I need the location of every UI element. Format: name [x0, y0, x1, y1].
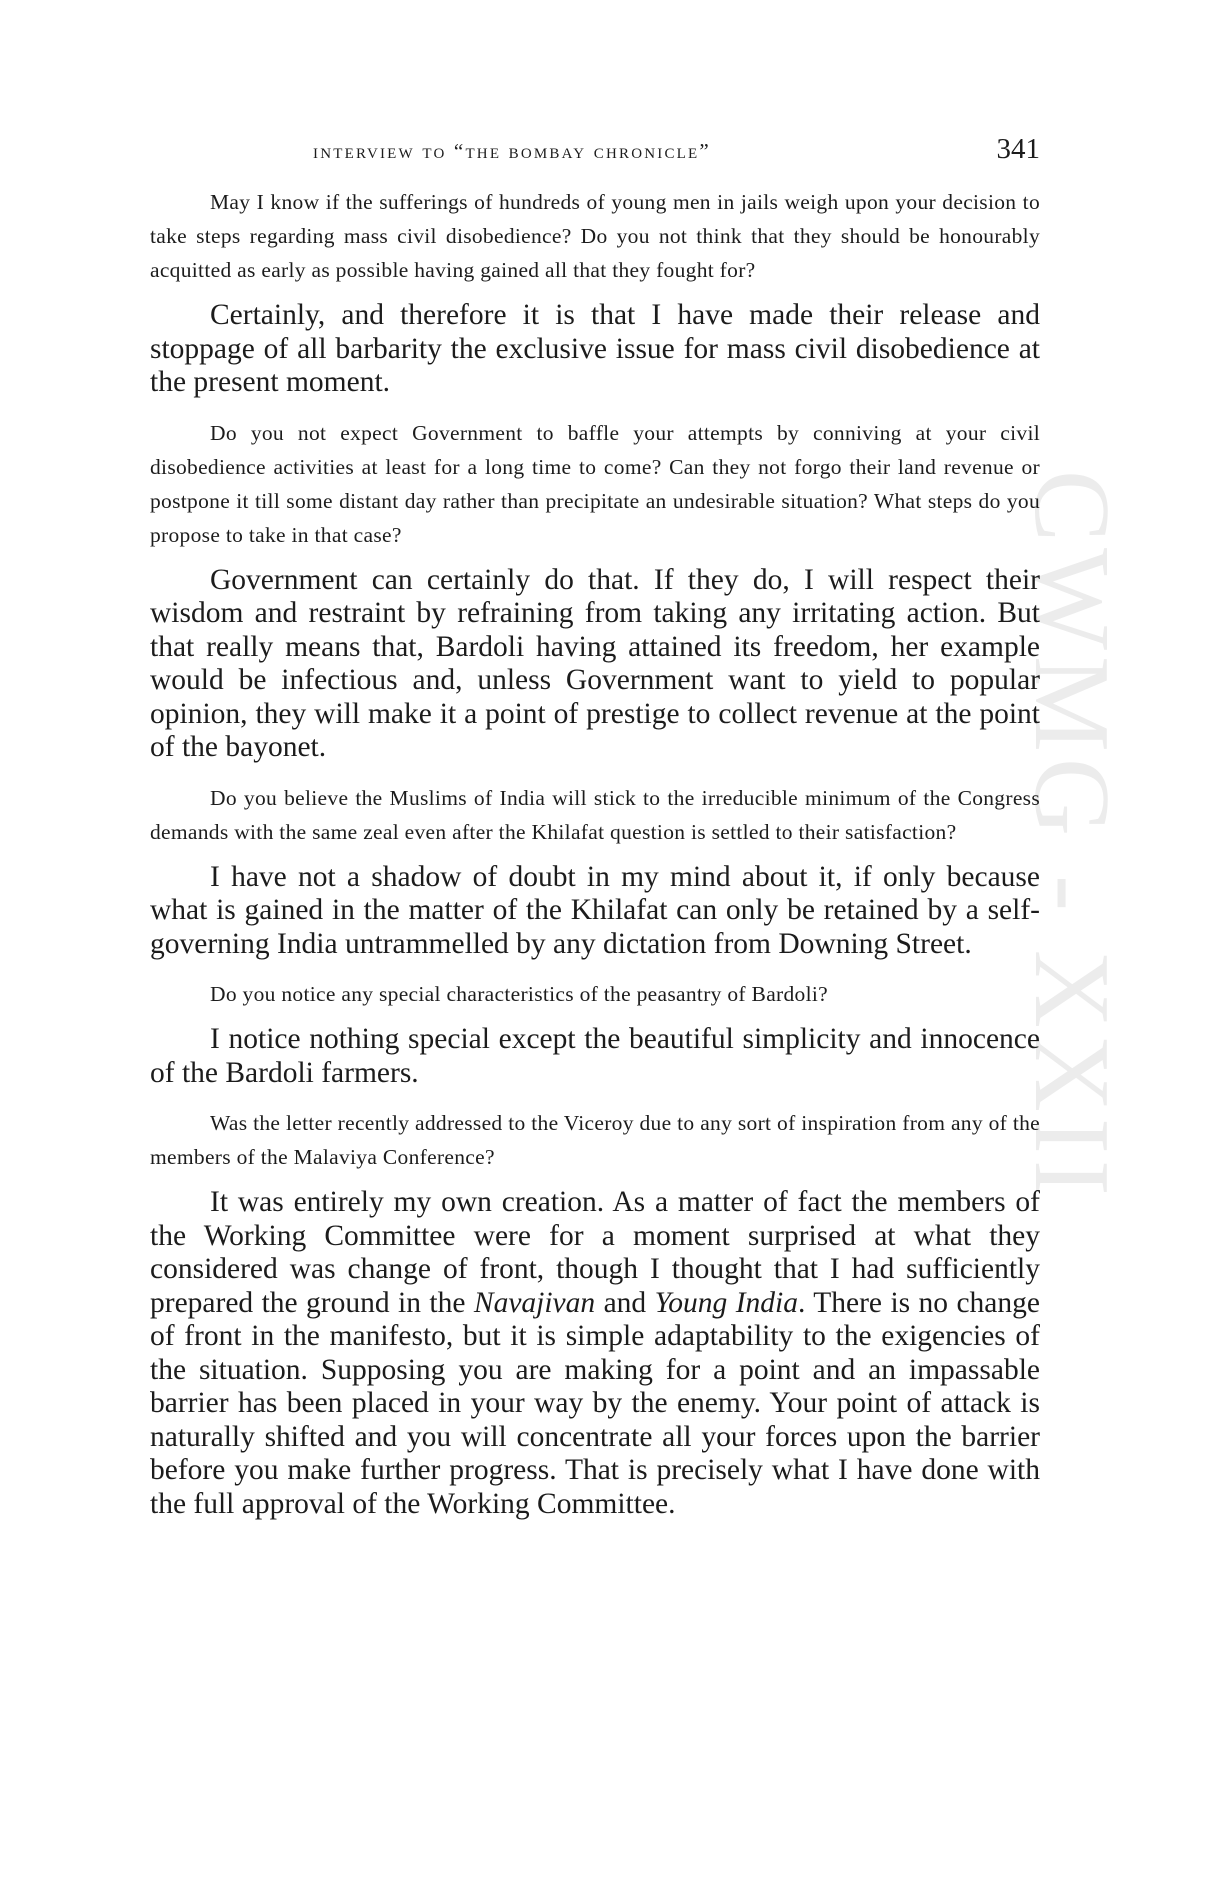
- answer-text: . There is no change of front in the manifesto, but it is simple adaptability to the exigencies of the situation. Supposing you are making for a point and an impassable barrier has been placed in your way by the enemy. Your point of attack is naturally shifted and you will concentrate all your forces upon the barrier before you make further progress. That is precisely what I have done with the full approval of the Working Committee.: [150, 1286, 1040, 1520]
- page-number: 341: [996, 133, 1040, 165]
- final-answer-paragraph: [150, 1186, 1040, 1521]
- question-paragraph: Was the letter recently addressed to the Viceroy due to any sort of inspiration from any of the members of the Malaviya Conference?: [150, 1111, 1040, 1169]
- watermark-text: CWMG - XXII: [1012, 470, 1131, 1202]
- question-paragraph: Do you believe the Muslims of India will stick to the irreducible minimum of the Congress demands with the same zeal even after the Khilafat question is settled to their satisfaction?: [150, 785, 1040, 844]
- question-paragraph: Do you not expect Government to baffle your attempts by conniving at your civil disobedience activities at least for a long time to come? Can they not forgo their land revenue or postpone it till some distant day rather than precipitate an undesirable situation? What steps do you propose to take in that case?: [150, 420, 1040, 547]
- question-paragraph: May I know if the sufferings of hundreds of young men in jails weigh upon your decision to take steps regarding mass civil disobedience? Do you not think that they should be honourably acquitted as early as possible having gained all that they fought for?: [150, 190, 1040, 282]
- answer-paragraph: Government can certainly do that. If they do, I will respect their wisdom and restraint by refraining from taking any irritating action. But that really means that, Bardoli having attained its freedom, her example would be infectious and, unless Government want to yield to popular opinion, they will make it a point of prestige to collect revenue at the point of the bayonet.: [150, 563, 1040, 763]
- publication-title: Young India: [654, 1286, 798, 1319]
- answer-paragraph: I notice nothing special except the beautiful simplicity and innocence of the Bardoli farmers.: [150, 1023, 1040, 1089]
- answer-text: It was entirely my own creation. As a matter of fact the members of the Working Committee were for a moment surprised at what they considered was change of front, though I thought that I had sufficiently prepared the ground in the: [150, 1186, 1040, 1319]
- answer-paragraph: Certainly, and therefore it is that I have made their release and stoppage of all barbarity the exclusive issue for mass civil disobedience at the present moment.: [150, 299, 1040, 398]
- page-body: [150, 185, 1040, 1537]
- page-header: [150, 133, 1040, 173]
- running-head: interview to “the bombay chronicle”: [313, 139, 711, 163]
- publication-title: Navajivan: [473, 1286, 596, 1319]
- answer-paragraph: I have not a shadow of doubt in my mind about it, if only because what is gained in the matter of the Khilafat can only be retained by a self-governing India untrammelled by any dictation from Downing Street.: [150, 860, 1040, 960]
- answer-text: and: [595, 1286, 655, 1319]
- question-paragraph: Do you notice any special characteristics of the peasantry of Bardoli?: [210, 982, 828, 1006]
